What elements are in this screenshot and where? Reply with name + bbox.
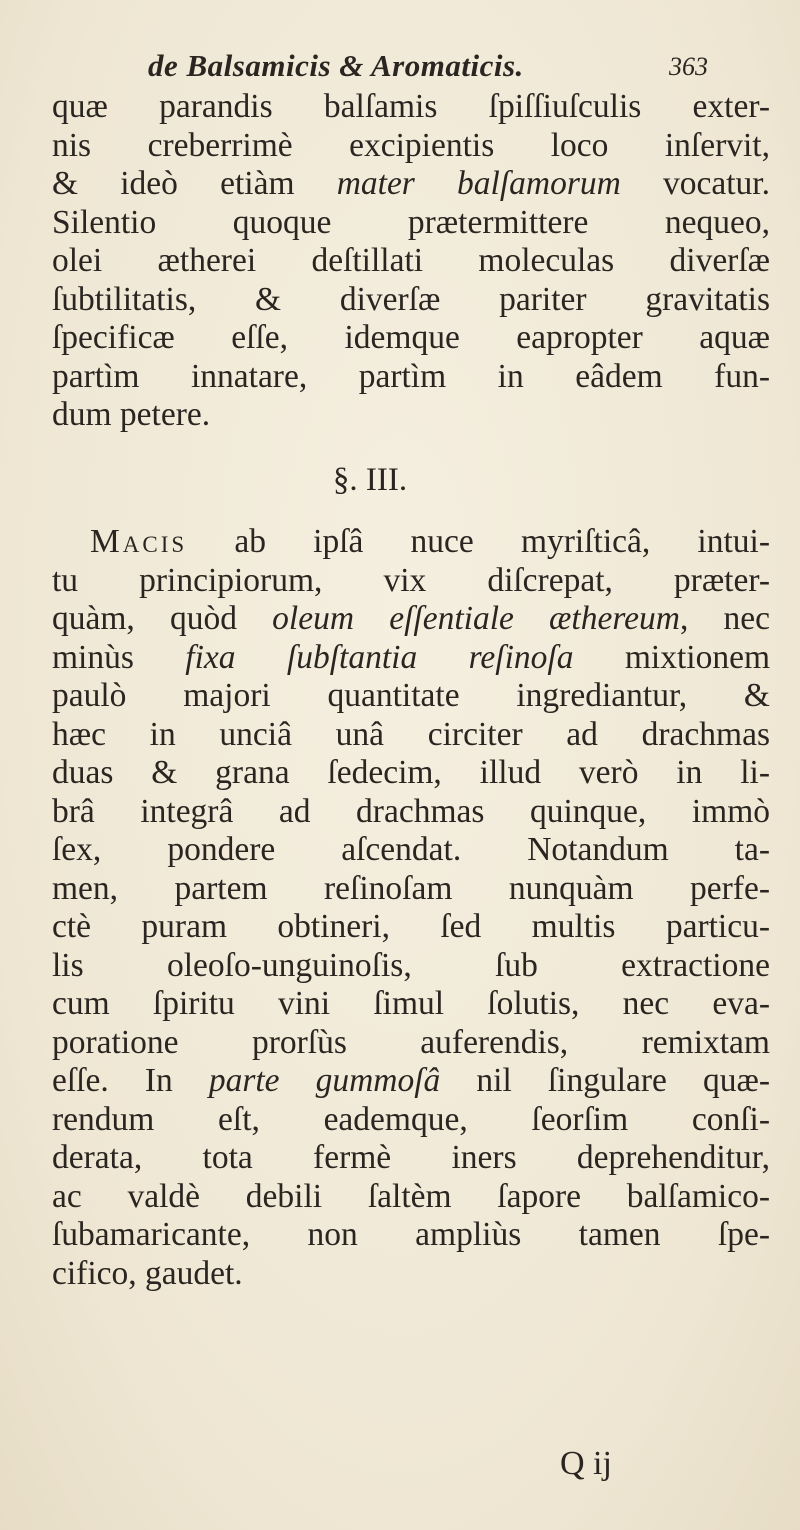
paragraph-1: [52, 88, 770, 435]
signature-mark: Q ij: [560, 1445, 612, 1482]
text-line: cifico, gaudet.: [52, 1254, 243, 1292]
text-line: nis creberrimè excipientis loco inſervit,: [52, 126, 770, 164]
text-line: quæ parandis balſamis ſpiſſiuſculis exter-: [52, 88, 770, 125]
text-line: lis oleoſo-unguinoſis, ſub extractione: [52, 946, 770, 984]
italic-phrase: fixa ſubſtantia reſinoſa: [185, 638, 574, 676]
paragraph-2: [52, 523, 770, 1293]
text-line: ſubtilitatis, & diverſæ pariter gravitatis: [52, 280, 770, 318]
text-line: ſpecificæ eſſe, idemque eapropter aquæ: [52, 319, 770, 356]
text-line: ac valdè debili ſaltèm ſapore balſamico-: [52, 1177, 770, 1215]
text-line: duas & grana ſedecim, illud verò in li-: [52, 754, 770, 791]
text-line: quàm, quòd oleum eſſentiale æthereum, nec: [52, 600, 770, 637]
text-line: minùs fixa ſubſtantia reſinoſa mixtionem: [52, 638, 771, 676]
text-line: ctè puram obtineri, ſed multis particu-: [52, 908, 770, 945]
running-head: de Balsamicis & Aromaticis.: [148, 48, 524, 83]
text-line: ſubamaricante, non ampliùs tamen ſpe-: [52, 1216, 770, 1253]
text-line: ſex, pondere aſcendat. Notandum ta-: [52, 831, 770, 868]
text-line: partìm innatare, partìm in eâdem fun-: [52, 357, 770, 395]
text-line: olei ætherei deſtillati moleculas diverſæ: [52, 242, 770, 279]
page-number: 363: [669, 52, 708, 81]
italic-phrase: parte gummoſâ: [208, 1062, 441, 1099]
section-heading: §. III.: [332, 462, 408, 498]
text-line: hæc in unciâ unâ circiter ad drachmas: [52, 715, 770, 753]
text-line: poratione prorſùs auferendis, remixtam: [52, 1023, 770, 1061]
text-line: brâ integrâ ad drachmas quinque, immò: [52, 792, 770, 830]
lead-word: Macis: [90, 523, 188, 560]
text-line: rendum eſt, eademque, ſeorſim conſi-: [52, 1100, 770, 1138]
text-line: Silentio quoque prætermittere nequeo,: [52, 203, 770, 241]
text-line: dum petere.: [52, 396, 211, 433]
text-line: cum ſpiritu vini ſimul ſolutis, nec eva-: [52, 985, 770, 1022]
text-line: Macis ab ipſâ nuce myriſticâ, intui-: [90, 523, 770, 560]
text-line: & ideò etiàm mater balſamorum vocatur.: [52, 165, 770, 202]
text-line: derata, tota fermè iners deprehenditur,: [52, 1139, 770, 1176]
page-header: [148, 48, 708, 88]
text-line: tu principiorum, vix diſcrepat, præter-: [52, 561, 770, 599]
italic-phrase: mater balſamorum: [336, 165, 621, 202]
text-line: eſſe. In parte gummoſâ nil ſingulare quæ-: [52, 1062, 771, 1099]
text-line: paulò majori quantitate ingrediantur, &: [52, 677, 770, 714]
text-line: men, partem reſinoſam nunquàm perfe-: [52, 869, 770, 907]
italic-phrase: oleum eſſentiale æthereum: [272, 600, 680, 637]
